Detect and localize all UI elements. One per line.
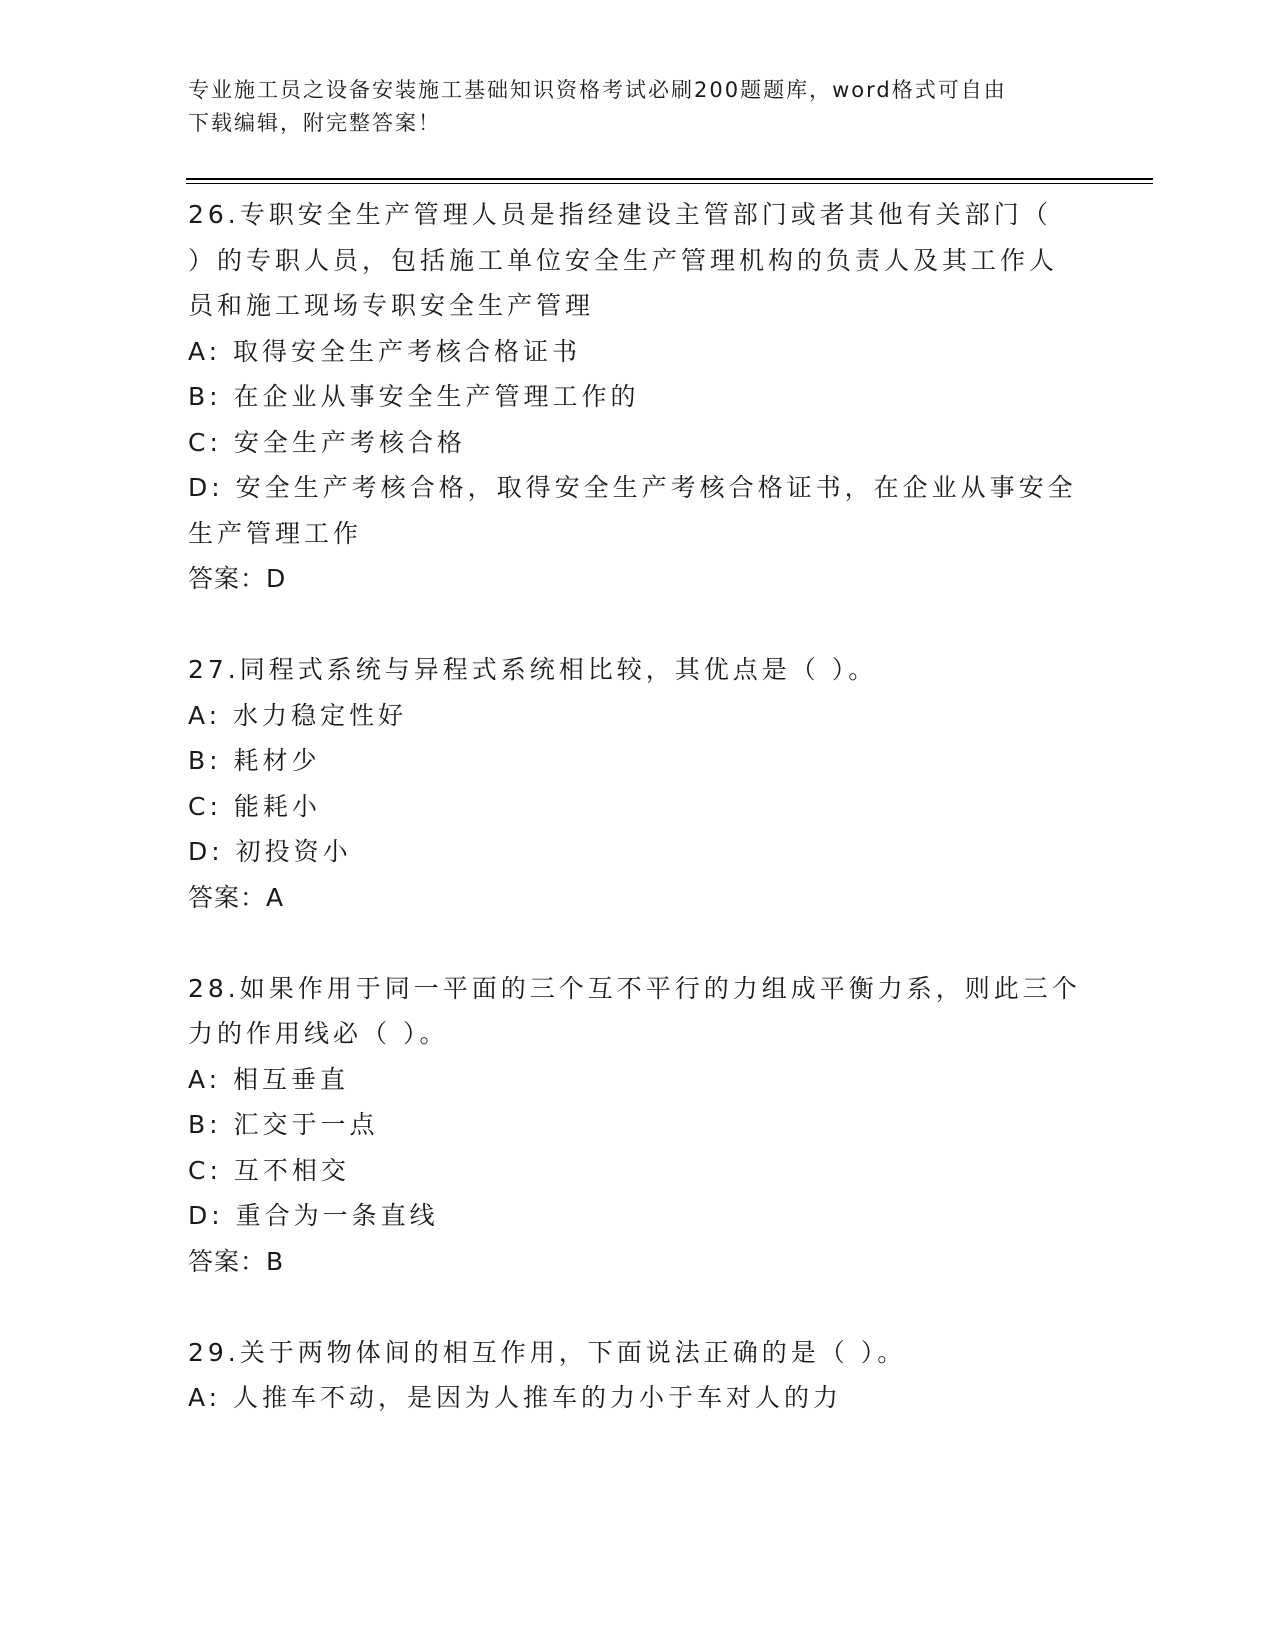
option-text: B: 汇交于一点 xyxy=(188,1110,379,1139)
question-block xyxy=(188,647,1088,966)
option-text: D: 重合为一条直线 xyxy=(188,1201,439,1230)
question-spacer xyxy=(188,602,1088,648)
question-spacer xyxy=(188,1284,1088,1330)
question-text: 员和施工现场专职安全生产管理 xyxy=(188,291,595,320)
option-text: A: 取得安全生产考核合格证书 xyxy=(188,336,582,366)
option-text: D: 安全生产考核合格，取得安全生产考核合格证书，在企业从事安全 xyxy=(188,473,1077,502)
header-rule-thin xyxy=(186,183,1153,184)
option-text: C: 互不相交 xyxy=(188,1155,350,1185)
question-text: 26.专职安全生产管理人员是指经建设主管部门或者其他有关部门（ xyxy=(188,200,1052,229)
option-text: D: 初投资小 xyxy=(188,837,352,866)
question-block xyxy=(188,1330,1088,1421)
question-block xyxy=(188,192,1088,647)
question-text: 27.同程式系统与异程式系统相比较，其优点是（ ）。 xyxy=(188,655,878,684)
option-text: A: 水力稳定性好 xyxy=(188,700,408,730)
question-text: 28.如果作用于同一平面的三个互不平行的力组成平衡力系，则此三个 xyxy=(188,973,1081,1003)
answer-text: 答案：B xyxy=(188,1246,285,1276)
option-text: B: 耗材少 xyxy=(188,746,321,775)
document-header xyxy=(188,74,1068,140)
question-text: ）的专职人员，包括施工单位安全生产管理机构的负责人及其工作人 xyxy=(188,245,1059,275)
question-text: 29.关于两物体间的相互作用，下面说法正确的是（ ）。 xyxy=(188,1337,907,1367)
header-rule-thick xyxy=(186,178,1153,180)
question-block xyxy=(188,966,1088,1330)
question-spacer xyxy=(188,920,1088,966)
question-text: 力的作用线必（ ）。 xyxy=(188,1019,449,1048)
option-text: C: 安全生产考核合格 xyxy=(188,427,466,457)
header-line-2: 下载编辑，附完整答案！ xyxy=(188,111,441,135)
option-text: A: 相互垂直 xyxy=(188,1064,350,1094)
option-text: 生产管理工作 xyxy=(188,518,363,548)
header-line-1: 专业施工员之设备安装施工基础知识资格考试必刷200题题库，word格式可自由 xyxy=(188,78,1007,102)
option-text: C: 能耗小 xyxy=(188,791,321,821)
answer-text: 答案：A xyxy=(188,882,285,912)
option-text: A: 人推车不动，是因为人推车的力小于车对人的力 xyxy=(188,1383,843,1412)
answer-text: 答案：D xyxy=(188,564,287,593)
question-list xyxy=(188,192,1088,1421)
option-text: B: 在企业从事安全生产管理工作的 xyxy=(188,382,640,411)
